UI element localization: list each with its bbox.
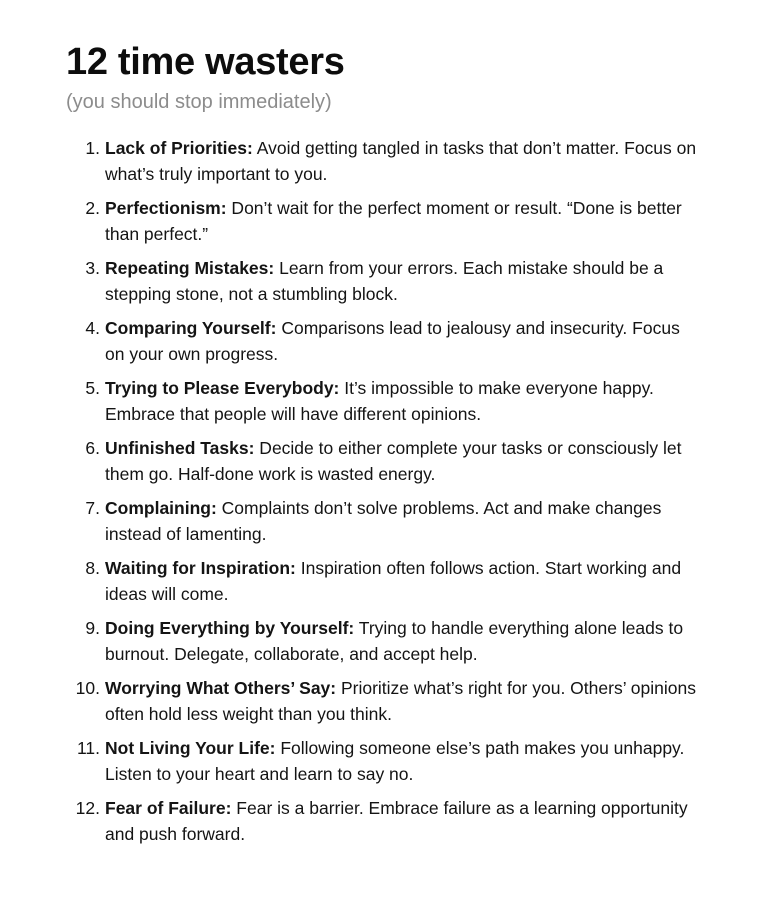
item-description: Decide to either complete your tasks or consciously let them go. Half-done work is wasted energy. [105,438,682,484]
item-description: Complaints don’t solve problems. Act and make changes instead of lamenting. [105,498,662,544]
item-description: Fear is a barrier. Embrace failure as a learning opportunity and push forward. [105,798,688,844]
item-term: Worrying What Others’ Say: [105,678,337,698]
item-number: 11. [76,738,100,758]
item-number: 10. [75,678,100,698]
list-item [0,555,764,607]
item-term: Perfectionism: [105,198,227,218]
item-description: Avoid getting tangled in tasks that don’t matter. Focus on what’s truly important to you. [105,138,697,184]
item-description: Following someone else’s path makes you unhappy. Listen to your heart and learn to say no. [105,738,685,784]
list-item [0,495,764,547]
time-wasters-list [0,135,764,855]
item-number: 9. [85,618,100,638]
item-term: Not Living Your Life: [105,738,276,758]
item-description: Prioritize what’s right for you. Others’ opinions often hold less weight than you think. [105,678,696,724]
item-description: Comparisons lead to jealousy and insecurity. Focus on your own progress. [105,318,680,364]
item-number: 6. [85,438,100,458]
item-number: 5. [85,378,100,398]
page-title: 12 time wasters [66,41,345,83]
item-term: Lack of Priorities: [105,138,253,158]
page-subtitle: (you should stop immediately) [66,91,332,113]
list-item [0,375,764,427]
item-term: Doing Everything by Yourself: [105,618,355,638]
item-number: 4. [85,318,100,338]
item-term: Complaining: [105,498,217,518]
item-number: 2. [85,198,100,218]
item-term: Repeating Mistakes: [105,258,275,278]
item-description: Inspiration often follows action. Start working and ideas will come. [105,558,682,604]
list-item [0,195,764,247]
list-item [0,315,764,367]
item-number: 12. [75,798,100,818]
item-description: Trying to handle everything alone leads to burnout. Delegate, collaborate, and accept help. [105,618,684,664]
list-item [0,795,764,847]
item-term: Comparing Yourself: [105,318,277,338]
item-term: Waiting for Inspiration: [105,558,296,578]
item-description: Don’t wait for the perfect moment or result. “Done is better than perfect.” [105,198,682,244]
list-item [0,735,764,787]
list-item [0,135,764,187]
list-item [0,615,764,667]
list-item [0,435,764,487]
item-number: 1. [85,138,100,158]
item-description: Learn from your errors. Each mistake should be a stepping stone, not a stumbling block. [105,258,664,304]
item-number: 3. [85,258,100,278]
list-item [0,675,764,727]
item-term: Trying to Please Everybody: [105,378,340,398]
item-term: Unfinished Tasks: [105,438,255,458]
item-term: Fear of Failure: [105,798,232,818]
list-item [0,255,764,307]
item-number: 8. [85,558,100,578]
item-description: It’s impossible to make everyone happy. Embrace that people will have different opinions. [105,378,654,424]
item-number: 7. [85,498,100,518]
